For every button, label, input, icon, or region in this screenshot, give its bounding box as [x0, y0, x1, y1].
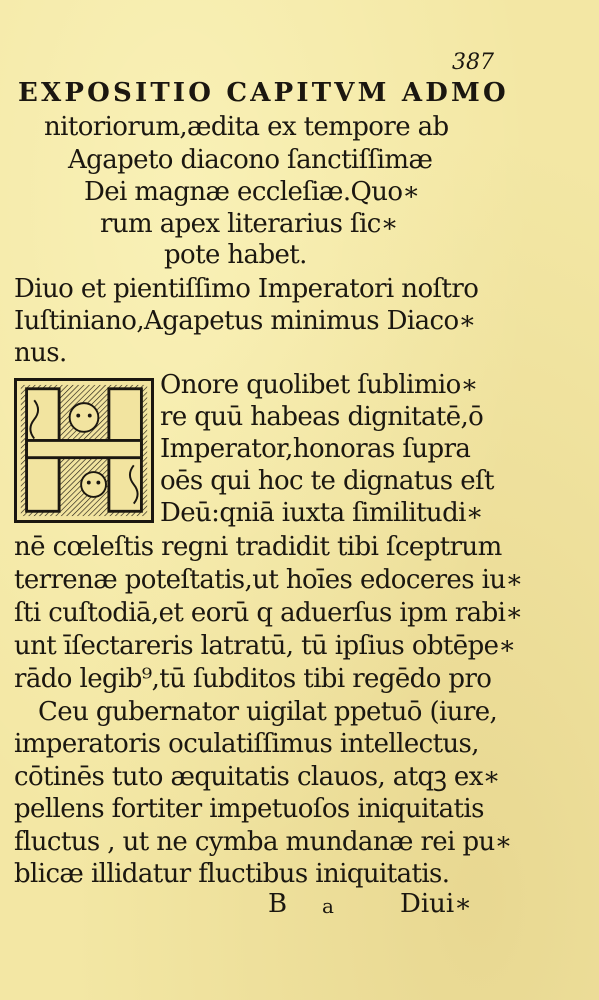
- dedication-line: Iuſtiniano,Agapetus minimus Diaco∗: [14, 306, 476, 336]
- body-line: terrenæ poteſtatis,ut hoīes edoceres iu∗: [14, 565, 523, 595]
- body-line: Ceu gubernator uigilat ppetuō (iure,: [38, 697, 498, 727]
- title-line: pote habet.: [164, 240, 307, 270]
- body-line: pellens fortiter impetuoſos iniquitatis: [14, 794, 484, 824]
- page-number: 387: [452, 50, 494, 75]
- body-line: imperatoris oculatiſſimus intellectus,: [14, 729, 479, 759]
- body-line: blicæ illidatur fluctibus iniquitatis.: [14, 859, 450, 889]
- woodcut-initial-illustration: [17, 381, 151, 520]
- signature-mark: B: [268, 889, 288, 919]
- signature-number: a: [322, 894, 334, 918]
- body-line: nē cœleſtis regni tradidit tibi ſceptrum: [14, 532, 502, 562]
- body-line: Imperator,honoras ſupra: [160, 434, 471, 464]
- title-line: rum apex literarius ſic∗: [100, 209, 398, 239]
- chapter-heading: EXPOSITIO CAPITVM ADMO: [18, 78, 509, 108]
- body-line: rādo legib⁹,tū ſubditos tibi regēdo pro: [14, 664, 492, 694]
- body-line: ſti cuſtodiā,et eorū q aduerſus ipm rabi∗: [14, 598, 523, 628]
- body-line: Onore quolibet ſublimio∗: [160, 370, 478, 400]
- title-line: Agapeto diacono ſanctiſſimæ: [68, 145, 433, 175]
- body-line: oēs qui hoc te dignatus eſt: [160, 466, 494, 496]
- title-line: nitoriorum,ædita ex tempore ab: [44, 112, 449, 142]
- title-line: Dei magnæ eccleſiæ.Quo∗: [84, 177, 420, 207]
- dedication-line: Diuo et pientiſſimo Imperatori noſtro: [14, 274, 479, 304]
- decorated-initial-h: [14, 378, 154, 523]
- body-line: Deū:qniā iuxta ſimilitudi∗: [160, 498, 483, 528]
- body-line: cōtinēs tuto æquitatis clauos, atqꝫ ex∗: [14, 762, 500, 792]
- dedication-line: nus.: [14, 338, 67, 368]
- catchword: Diui∗: [400, 889, 472, 919]
- body-line: unt īſectareris latratū, tū ipſius obtēpe∗: [14, 631, 516, 661]
- body-line: re quū habeas dignitatē,ō: [160, 402, 484, 432]
- body-line: fluctus , ut ne cymba mundanæ rei pu∗: [14, 827, 512, 857]
